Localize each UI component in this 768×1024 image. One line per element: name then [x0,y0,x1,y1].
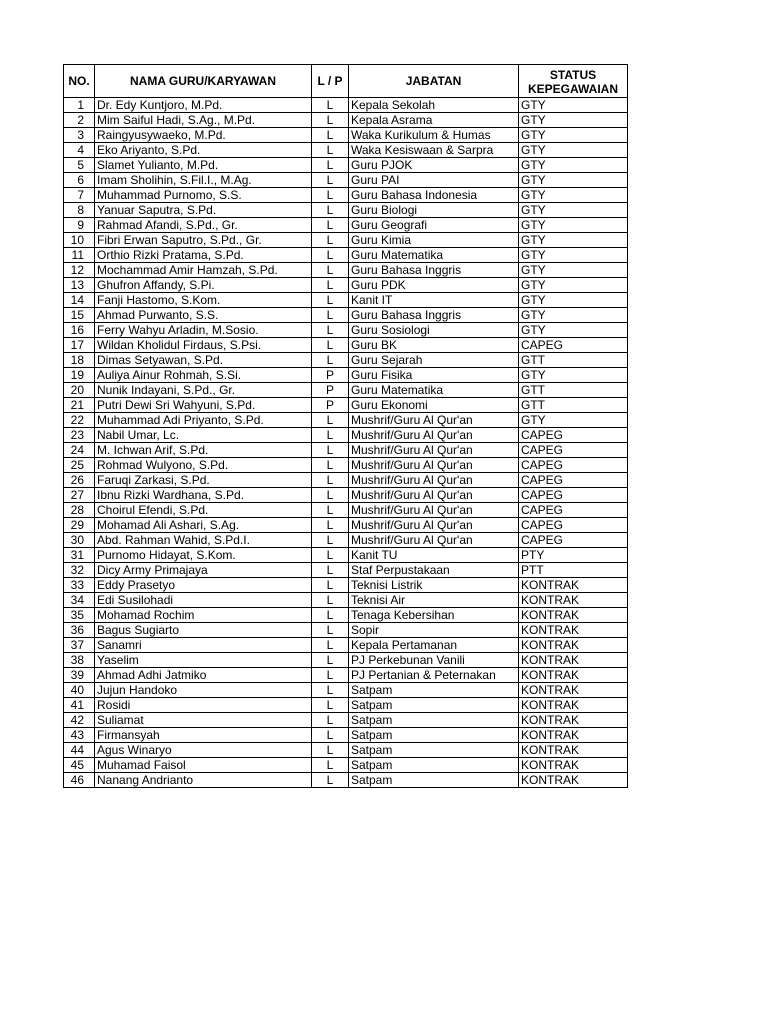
cell-gender: P [312,383,349,398]
cell-name: Bagus Sugiarto [95,623,312,638]
cell-position: Satpam [349,743,519,758]
cell-gender: L [312,233,349,248]
cell-status: GTY [519,143,628,158]
cell-status: GTT [519,383,628,398]
cell-gender: L [312,593,349,608]
table-row [64,143,628,158]
cell-position: Waka Kesiswaan & Sarpra [349,143,519,158]
cell-status: GTY [519,368,628,383]
cell-no: 3 [64,128,95,143]
cell-name: Dicy Army Primajaya [95,563,312,578]
cell-no: 39 [64,668,95,683]
cell-no: 30 [64,533,95,548]
cell-name: Putri Dewi Sri Wahyuni, S.Pd. [95,398,312,413]
cell-gender: L [312,458,349,473]
cell-status: KONTRAK [519,773,628,788]
table-row [64,533,628,548]
cell-status: CAPEG [519,503,628,518]
table-row [64,383,628,398]
cell-no: 19 [64,368,95,383]
header-row [64,65,628,98]
cell-status: KONTRAK [519,653,628,668]
cell-status: CAPEG [519,443,628,458]
cell-position: Satpam [349,773,519,788]
cell-gender: L [312,728,349,743]
table-row [64,608,628,623]
cell-gender: L [312,443,349,458]
cell-gender: L [312,473,349,488]
table-row [64,203,628,218]
cell-position: PJ Perkebunan Vanili [349,653,519,668]
cell-no: 15 [64,308,95,323]
cell-status: CAPEG [519,488,628,503]
cell-status: KONTRAK [519,758,628,773]
cell-no: 25 [64,458,95,473]
cell-name: Suliamat [95,713,312,728]
table-row [64,683,628,698]
cell-gender: L [312,758,349,773]
cell-no: 22 [64,413,95,428]
cell-status: CAPEG [519,338,628,353]
table-row [64,158,628,173]
cell-name: Eko Ariyanto, S.Pd. [95,143,312,158]
cell-status: PTY [519,548,628,563]
table-row [64,623,628,638]
cell-no: 2 [64,113,95,128]
cell-name: Mohamad Rochim [95,608,312,623]
table-row [64,653,628,668]
table-row [64,263,628,278]
table-row [64,473,628,488]
cell-name: Ibnu Rizki Wardhana, S.Pd. [95,488,312,503]
table-row [64,98,628,113]
cell-name: Muhammad Adi Priyanto, S.Pd. [95,413,312,428]
cell-gender: L [312,563,349,578]
cell-name: Orthio Rizki Pratama, S.Pd. [95,248,312,263]
cell-position: Satpam [349,713,519,728]
cell-status: GTY [519,113,628,128]
cell-status: KONTRAK [519,638,628,653]
cell-status: PTT [519,563,628,578]
cell-name: Ghufron Affandy, S.Pi. [95,278,312,293]
cell-no: 7 [64,188,95,203]
cell-position: Mushrif/Guru Al Qur'an [349,518,519,533]
header-gender: L / P [312,65,349,98]
cell-status: GTY [519,218,628,233]
cell-name: Yaselim [95,653,312,668]
cell-position: Mushrif/Guru Al Qur'an [349,458,519,473]
cell-status: GTY [519,248,628,263]
cell-no: 13 [64,278,95,293]
cell-status: GTY [519,293,628,308]
cell-gender: L [312,713,349,728]
cell-gender: L [312,503,349,518]
cell-position: Mushrif/Guru Al Qur'an [349,443,519,458]
cell-no: 37 [64,638,95,653]
cell-position: Guru Sosiologi [349,323,519,338]
cell-status: GTY [519,278,628,293]
cell-gender: L [312,413,349,428]
cell-status: GTY [519,128,628,143]
cell-status: GTY [519,98,628,113]
cell-gender: L [312,548,349,563]
cell-gender: L [312,158,349,173]
table-row [64,248,628,263]
table-row [64,488,628,503]
cell-name: Agus Winaryo [95,743,312,758]
cell-no: 31 [64,548,95,563]
cell-name: Edi Susilohadi [95,593,312,608]
cell-status: GTY [519,263,628,278]
cell-name: Nunik Indayani, S.Pd., Gr. [95,383,312,398]
cell-no: 41 [64,698,95,713]
cell-name: Raingyusywaeko, M.Pd. [95,128,312,143]
table-row [64,353,628,368]
table-row [64,413,628,428]
cell-name: Fanji Hastomo, S.Kom. [95,293,312,308]
cell-gender: L [312,203,349,218]
cell-gender: L [312,698,349,713]
table-row [64,338,628,353]
cell-no: 42 [64,713,95,728]
cell-status: GTY [519,308,628,323]
table-row [64,443,628,458]
table-row [64,503,628,518]
table-row [64,308,628,323]
cell-gender: L [312,173,349,188]
cell-no: 1 [64,98,95,113]
cell-gender: L [312,773,349,788]
cell-position: Satpam [349,728,519,743]
cell-gender: L [312,188,349,203]
cell-no: 34 [64,593,95,608]
cell-gender: L [312,338,349,353]
cell-name: Auliya Ainur Rohmah, S.Si. [95,368,312,383]
cell-position: Guru Ekonomi [349,398,519,413]
cell-gender: L [312,683,349,698]
cell-gender: L [312,293,349,308]
cell-no: 27 [64,488,95,503]
table-row [64,323,628,338]
table-row [64,293,628,308]
cell-name: Jujun Handoko [95,683,312,698]
cell-gender: L [312,278,349,293]
cell-no: 40 [64,683,95,698]
cell-position: Guru Fisika [349,368,519,383]
cell-status: CAPEG [519,428,628,443]
cell-position: Kepala Asrama [349,113,519,128]
cell-position: Guru PAI [349,173,519,188]
cell-no: 43 [64,728,95,743]
cell-no: 12 [64,263,95,278]
cell-status: KONTRAK [519,623,628,638]
cell-position: Sopir [349,623,519,638]
cell-name: Rohmad Wulyono, S.Pd. [95,458,312,473]
cell-position: Waka Kurikulum & Humas [349,128,519,143]
table-row [64,218,628,233]
cell-status: KONTRAK [519,668,628,683]
cell-gender: L [312,578,349,593]
cell-gender: P [312,398,349,413]
header-position: JABATAN [349,65,519,98]
cell-gender: L [312,128,349,143]
cell-no: 44 [64,743,95,758]
cell-position: Teknisi Listrik [349,578,519,593]
cell-status: GTY [519,413,628,428]
cell-name: Imam Sholihin, S.Fil.I., M.Ag. [95,173,312,188]
cell-name: Fibri Erwan Saputro, S.Pd., Gr. [95,233,312,248]
cell-position: Guru PJOK [349,158,519,173]
cell-no: 36 [64,623,95,638]
cell-gender: L [312,353,349,368]
cell-position: Guru Biologi [349,203,519,218]
cell-no: 17 [64,338,95,353]
header-status-line2: KEPEGAWAIAN [527,81,618,96]
cell-gender: L [312,638,349,653]
cell-name: Dr. Edy Kuntjoro, M.Pd. [95,98,312,113]
cell-gender: L [312,743,349,758]
cell-position: Guru Bahasa Inggris [349,308,519,323]
cell-gender: L [312,668,349,683]
cell-position: Guru PDK [349,278,519,293]
cell-no: 38 [64,653,95,668]
cell-name: Nanang Andrianto [95,773,312,788]
cell-status: CAPEG [519,458,628,473]
staff-table [63,64,628,788]
cell-gender: L [312,428,349,443]
cell-position: Guru Kimia [349,233,519,248]
cell-no: 46 [64,773,95,788]
cell-no: 26 [64,473,95,488]
cell-name: Ahmad Purwanto, S.S. [95,308,312,323]
cell-status: GTY [519,173,628,188]
table-row [64,713,628,728]
cell-no: 20 [64,383,95,398]
table-row [64,233,628,248]
table-row [64,638,628,653]
table-row [64,668,628,683]
cell-position: Mushrif/Guru Al Qur'an [349,533,519,548]
cell-name: Rosidi [95,698,312,713]
cell-name: Abd. Rahman Wahid, S.Pd.I. [95,533,312,548]
cell-gender: L [312,623,349,638]
cell-status: KONTRAK [519,698,628,713]
cell-position: Kepala Pertamanan [349,638,519,653]
cell-name: Ahmad Adhi Jatmiko [95,668,312,683]
cell-no: 5 [64,158,95,173]
cell-position: Satpam [349,758,519,773]
cell-no: 6 [64,173,95,188]
table-row [64,698,628,713]
table-row [64,398,628,413]
cell-name: M. Ichwan Arif, S.Pd. [95,443,312,458]
cell-status: GTT [519,353,628,368]
cell-name: Mohamad Ali Ashari, S.Ag. [95,518,312,533]
cell-name: Ferry Wahyu Arladin, M.Sosio. [95,323,312,338]
cell-gender: L [312,518,349,533]
cell-status: CAPEG [519,473,628,488]
table-row [64,368,628,383]
cell-gender: L [312,488,349,503]
cell-no: 35 [64,608,95,623]
cell-no: 9 [64,218,95,233]
cell-no: 45 [64,758,95,773]
cell-gender: L [312,323,349,338]
cell-position: Satpam [349,698,519,713]
cell-position: PJ Pertanian & Peternakan [349,668,519,683]
header-status [519,65,628,98]
cell-position: Guru Matematika [349,248,519,263]
cell-position: Guru Geografi [349,218,519,233]
cell-name: Rahmad Afandi, S.Pd., Gr. [95,218,312,233]
table-row [64,758,628,773]
header-name: NAMA GURU/KARYAWAN [95,65,312,98]
cell-gender: L [312,248,349,263]
cell-name: Purnomo Hidayat, S.Kom. [95,548,312,563]
cell-status: KONTRAK [519,683,628,698]
cell-name: Wildan Kholidul Firdaus, S.Psi. [95,338,312,353]
table-row [64,173,628,188]
cell-status: CAPEG [519,518,628,533]
cell-position: Kanit IT [349,293,519,308]
cell-status: CAPEG [519,533,628,548]
cell-status: GTT [519,398,628,413]
table-row [64,458,628,473]
table-row [64,113,628,128]
cell-status: GTY [519,233,628,248]
cell-gender: L [312,113,349,128]
cell-position: Guru Matematika [349,383,519,398]
cell-status: KONTRAK [519,713,628,728]
cell-position: Guru Sejarah [349,353,519,368]
table-row [64,278,628,293]
cell-name: Eddy Prasetyo [95,578,312,593]
cell-no: 4 [64,143,95,158]
cell-position: Teknisi Air [349,593,519,608]
cell-position: Tenaga Kebersihan [349,608,519,623]
cell-gender: L [312,308,349,323]
cell-name: Slamet Yulianto, M.Pd. [95,158,312,173]
cell-position: Guru Bahasa Indonesia [349,188,519,203]
cell-no: 18 [64,353,95,368]
cell-gender: L [312,653,349,668]
cell-position: Kanit TU [349,548,519,563]
cell-name: Faruqi Zarkasi, S.Pd. [95,473,312,488]
cell-name: Mochammad Amir Hamzah, S.Pd. [95,263,312,278]
cell-name: Muhammad Purnomo, S.S. [95,188,312,203]
cell-name: Yanuar Saputra, S.Pd. [95,203,312,218]
cell-no: 10 [64,233,95,248]
cell-no: 14 [64,293,95,308]
cell-status: KONTRAK [519,743,628,758]
cell-position: Mushrif/Guru Al Qur'an [349,428,519,443]
table-row [64,728,628,743]
cell-no: 32 [64,563,95,578]
cell-gender: L [312,608,349,623]
table-body [64,98,628,788]
cell-status: GTY [519,203,628,218]
cell-gender: L [312,143,349,158]
cell-no: 16 [64,323,95,338]
header-no: NO. [64,65,95,98]
table-row [64,428,628,443]
cell-no: 28 [64,503,95,518]
cell-no: 8 [64,203,95,218]
cell-no: 21 [64,398,95,413]
cell-name: Mim Saiful Hadi, S.Ag., M.Pd. [95,113,312,128]
cell-status: GTY [519,158,628,173]
cell-no: 29 [64,518,95,533]
cell-position: Mushrif/Guru Al Qur'an [349,488,519,503]
cell-position: Mushrif/Guru Al Qur'an [349,413,519,428]
cell-no: 23 [64,428,95,443]
table-row [64,548,628,563]
table-row [64,563,628,578]
cell-position: Kepala Sekolah [349,98,519,113]
table-row [64,128,628,143]
cell-position: Staf Perpustakaan [349,563,519,578]
cell-gender: P [312,368,349,383]
cell-name: Nabil Umar, Lc. [95,428,312,443]
cell-name: Sanamri [95,638,312,653]
cell-position: Mushrif/Guru Al Qur'an [349,503,519,518]
cell-no: 11 [64,248,95,263]
table-row [64,593,628,608]
cell-gender: L [312,218,349,233]
cell-position: Satpam [349,683,519,698]
cell-no: 33 [64,578,95,593]
cell-status: KONTRAK [519,593,628,608]
cell-name: Muhamad Faisol [95,758,312,773]
cell-position: Mushrif/Guru Al Qur'an [349,473,519,488]
table-row [64,518,628,533]
table-row [64,188,628,203]
cell-gender: L [312,98,349,113]
table-row [64,578,628,593]
cell-status: GTY [519,188,628,203]
cell-status: GTY [519,323,628,338]
cell-gender: L [312,533,349,548]
cell-name: Dimas Setyawan, S.Pd. [95,353,312,368]
cell-status: KONTRAK [519,608,628,623]
cell-status: KONTRAK [519,578,628,593]
cell-name: Choirul Efendi, S.Pd. [95,503,312,518]
cell-no: 24 [64,443,95,458]
cell-position: Guru BK [349,338,519,353]
cell-gender: L [312,263,349,278]
cell-status: KONTRAK [519,728,628,743]
header-status-line1: STATUS [549,67,597,82]
cell-name: Firmansyah [95,728,312,743]
table-row [64,773,628,788]
cell-position: Guru Bahasa Inggris [349,263,519,278]
table-row [64,743,628,758]
